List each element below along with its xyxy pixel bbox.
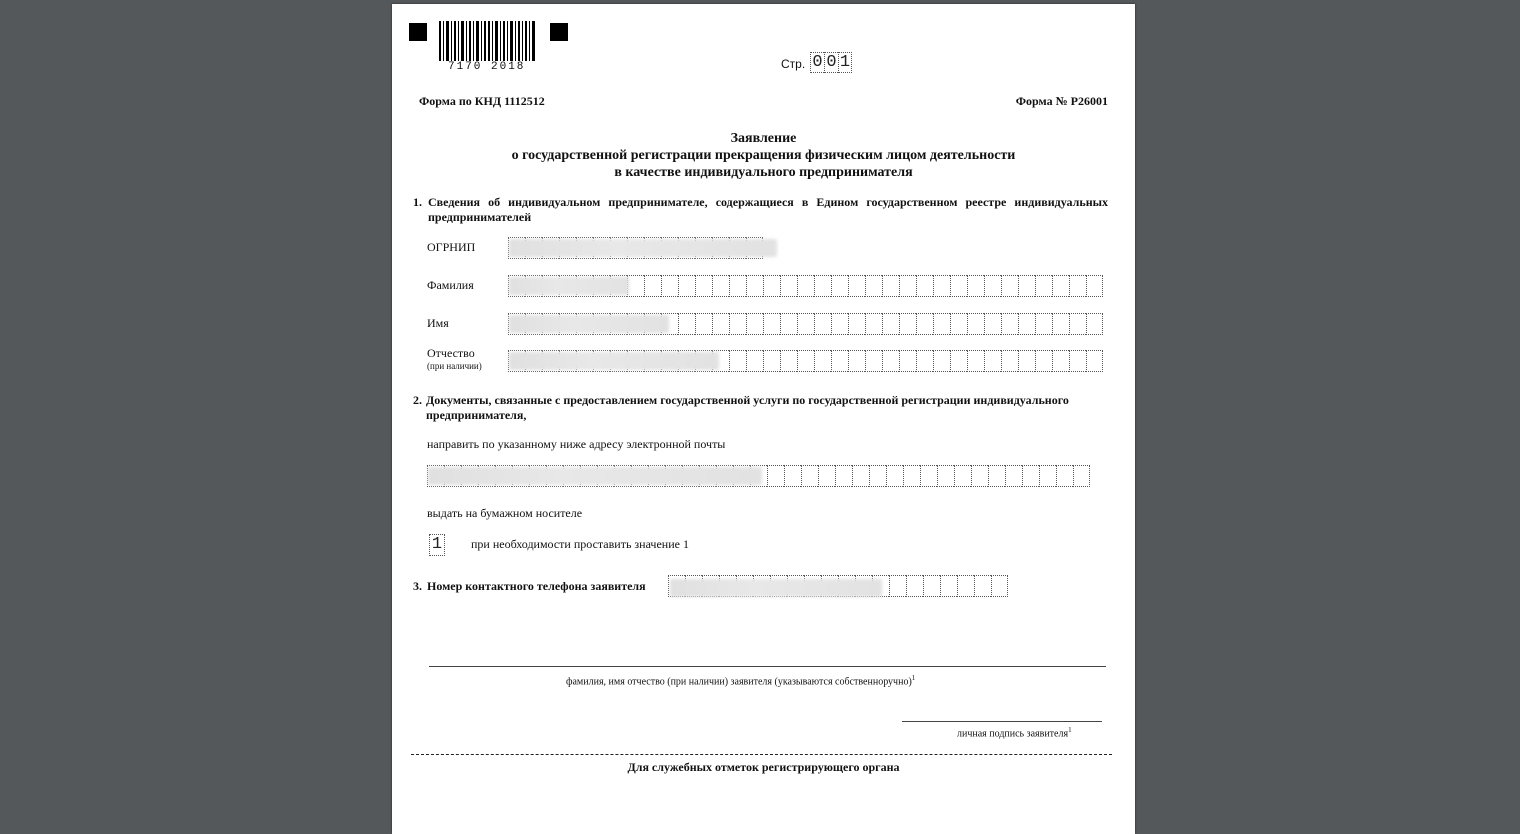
input-cell[interactable]: [967, 275, 984, 297]
redacted-email: [428, 467, 762, 485]
input-cell[interactable]: [814, 350, 831, 372]
input-cell[interactable]: [831, 350, 848, 372]
paper-cell[interactable]: [429, 534, 445, 556]
surname-label: Фамилия: [427, 278, 474, 292]
input-cell[interactable]: [818, 465, 835, 487]
fio-footnote: 1: [911, 674, 916, 682]
title-line-2: о государственной регистрации прекращения физическим лицом деятельности: [511, 148, 1016, 163]
paper-value-cell[interactable]: 1: [429, 534, 445, 556]
page-label: Стр.: [781, 57, 806, 71]
input-cell[interactable]: [933, 275, 950, 297]
input-cell[interactable]: [661, 275, 678, 297]
input-cell[interactable]: [991, 575, 1008, 597]
redacted-surname: [509, 277, 629, 295]
patronymic-note: (при наличии): [427, 361, 482, 371]
input-cell[interactable]: [1086, 275, 1103, 297]
input-cell[interactable]: [678, 313, 695, 335]
input-cell[interactable]: [889, 575, 906, 597]
input-cell[interactable]: [950, 275, 967, 297]
input-cell[interactable]: [814, 275, 831, 297]
barcode-number: 7170 2018: [448, 61, 526, 73]
input-cell[interactable]: [899, 313, 916, 335]
document-title: [392, 130, 1135, 181]
fio-caption-text: фамилия, имя отчество (при наличии) заявителя (указываются собственноручно): [566, 676, 912, 688]
input-cell[interactable]: [937, 465, 954, 487]
input-cell[interactable]: [950, 350, 967, 372]
input-cell[interactable]: [784, 465, 801, 487]
input-cell[interactable]: [869, 465, 886, 487]
input-cell[interactable]: [814, 313, 831, 335]
section-2-number: 2.: [413, 393, 422, 407]
sign-footnote: 1: [1068, 726, 1072, 734]
input-cell[interactable]: [831, 313, 848, 335]
page-number-cells: [810, 52, 852, 73]
input-cell[interactable]: [1073, 465, 1090, 487]
input-cell[interactable]: [746, 313, 763, 335]
input-cell[interactable]: [801, 465, 818, 487]
input-cell[interactable]: [797, 313, 814, 335]
input-cell[interactable]: [848, 313, 865, 335]
patronymic-label: Отчество: [427, 346, 475, 360]
input-cell[interactable]: [729, 275, 746, 297]
input-cell[interactable]: [780, 275, 797, 297]
email-label: направить по указанному ниже адресу электронной почты: [427, 437, 726, 451]
input-cell[interactable]: [831, 275, 848, 297]
input-cell[interactable]: [729, 350, 746, 372]
input-cell[interactable]: [729, 313, 746, 335]
input-cell[interactable]: [967, 350, 984, 372]
input-cell[interactable]: [882, 350, 899, 372]
input-cell[interactable]: [695, 275, 712, 297]
redacted-phone: [670, 579, 882, 597]
input-cell[interactable]: [984, 313, 1001, 335]
redacted-patronymic: [509, 352, 719, 370]
input-cell[interactable]: [746, 350, 763, 372]
input-cell[interactable]: [1018, 275, 1035, 297]
input-cell[interactable]: [797, 275, 814, 297]
input-cell[interactable]: [957, 575, 974, 597]
input-cell[interactable]: [644, 275, 661, 297]
input-cell[interactable]: [971, 465, 988, 487]
input-cell[interactable]: [903, 465, 920, 487]
input-cell[interactable]: [984, 275, 1001, 297]
input-cell[interactable]: [916, 275, 933, 297]
input-cell[interactable]: [923, 575, 940, 597]
form-page: [392, 4, 1135, 834]
input-cell[interactable]: [940, 575, 957, 597]
input-cell[interactable]: [886, 465, 903, 487]
input-cell[interactable]: [852, 465, 869, 487]
barcode-icon: [439, 21, 535, 61]
input-cell[interactable]: [1001, 350, 1018, 372]
input-cell[interactable]: [1001, 275, 1018, 297]
fio-caption: [566, 674, 915, 687]
input-cell[interactable]: [1035, 313, 1052, 335]
input-cell[interactable]: [1022, 465, 1039, 487]
input-cell[interactable]: [1001, 313, 1018, 335]
section-2-heading: Документы, связанные с предоставлением государственной услуги по государственной регистрации индивидуального предпринимателя,: [426, 393, 1069, 422]
corner-marker-left: [409, 23, 427, 41]
redacted-ogrnip: [509, 239, 777, 257]
input-cell[interactable]: [746, 275, 763, 297]
input-cell[interactable]: [882, 275, 899, 297]
input-cell[interactable]: [906, 575, 923, 597]
input-cell[interactable]: [780, 313, 797, 335]
input-cell[interactable]: [899, 275, 916, 297]
ogrnip-label: ОГРНИП: [427, 240, 476, 254]
input-cell[interactable]: [1052, 275, 1069, 297]
input-cell[interactable]: [984, 350, 1001, 372]
input-cell[interactable]: [865, 275, 882, 297]
corner-marker-right: [550, 23, 568, 41]
input-cell[interactable]: [695, 313, 712, 335]
input-cell[interactable]: [933, 350, 950, 372]
form-number: Форма № Р26001: [1015, 94, 1108, 108]
input-cell[interactable]: [780, 350, 797, 372]
name-label: Имя: [427, 316, 449, 330]
input-cell[interactable]: [1005, 465, 1022, 487]
sign-caption: [957, 726, 1072, 739]
section-3-number: 3.: [413, 579, 422, 593]
input-cell[interactable]: [797, 350, 814, 372]
input-cell[interactable]: [899, 350, 916, 372]
input-cell[interactable]: [1086, 350, 1103, 372]
input-cell[interactable]: [1018, 313, 1035, 335]
input-cell[interactable]: [835, 465, 852, 487]
input-cell[interactable]: [1039, 465, 1056, 487]
input-cell[interactable]: [974, 575, 991, 597]
input-cell[interactable]: [1069, 313, 1086, 335]
input-cell[interactable]: [1052, 313, 1069, 335]
input-cell[interactable]: [988, 465, 1005, 487]
input-cell[interactable]: [950, 313, 967, 335]
input-cell[interactable]: [933, 313, 950, 335]
input-cell[interactable]: [1069, 275, 1086, 297]
input-cell[interactable]: [678, 275, 695, 297]
sign-line: [902, 721, 1102, 722]
paper-note: при необходимости проставить значение 1: [471, 537, 689, 551]
page-digit-cell: 0: [810, 52, 824, 73]
input-cell[interactable]: [865, 313, 882, 335]
dashed-separator: [411, 754, 1112, 755]
fio-signature-line: [429, 666, 1106, 667]
input-cell[interactable]: [954, 465, 971, 487]
input-cell[interactable]: [763, 275, 780, 297]
input-cell[interactable]: [767, 465, 784, 487]
input-cell[interactable]: [1056, 465, 1073, 487]
section-3-heading: Номер контактного телефона заявителя: [427, 579, 646, 593]
input-cell[interactable]: [1052, 350, 1069, 372]
title-line-1: Заявление: [730, 131, 797, 146]
page-digit-cell: 1: [839, 53, 851, 72]
input-cell[interactable]: [1035, 350, 1052, 372]
input-cell[interactable]: [1086, 313, 1103, 335]
input-cell[interactable]: [916, 350, 933, 372]
redacted-name: [509, 315, 669, 333]
section-1-heading: Сведения об индивидуальном предпринимателе, содержащиеся в Едином государственном реестре индивидуальных предпринимателей: [428, 195, 1108, 224]
input-cell[interactable]: [848, 275, 865, 297]
input-cell[interactable]: [763, 350, 780, 372]
page-digit-cell: 0: [824, 52, 838, 73]
title-line-3: в качестве индивидуального предпринимателя: [614, 165, 913, 180]
input-cell[interactable]: [627, 275, 644, 297]
paper-label: выдать на бумажном носителе: [427, 506, 583, 520]
form-knd: Форма по КНД 1112512: [419, 94, 545, 108]
input-cell[interactable]: [763, 313, 780, 335]
input-cell[interactable]: [1035, 275, 1052, 297]
input-cell[interactable]: [712, 313, 729, 335]
input-cell[interactable]: [1018, 350, 1035, 372]
input-cell[interactable]: [865, 350, 882, 372]
service-marks-heading: Для служебных отметок регистрирующего органа: [627, 760, 900, 774]
section-1-number: 1.: [413, 195, 422, 209]
input-cell[interactable]: [967, 313, 984, 335]
sign-caption-text: личная подпись заявителя: [957, 728, 1069, 740]
input-cell[interactable]: [920, 465, 937, 487]
input-cell[interactable]: [916, 313, 933, 335]
input-cell[interactable]: [882, 313, 899, 335]
input-cell[interactable]: [848, 350, 865, 372]
input-cell[interactable]: [712, 275, 729, 297]
input-cell[interactable]: [1069, 350, 1086, 372]
